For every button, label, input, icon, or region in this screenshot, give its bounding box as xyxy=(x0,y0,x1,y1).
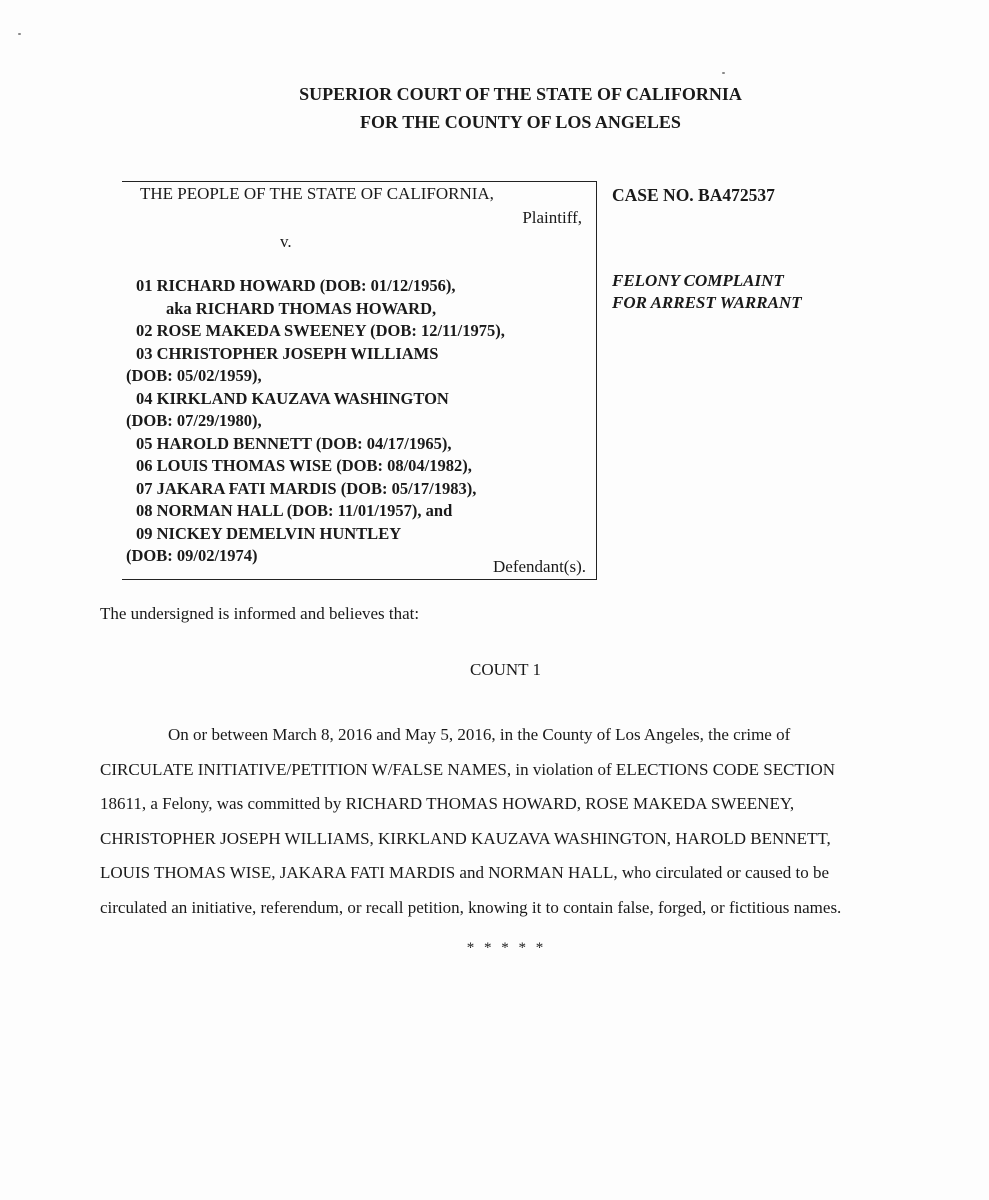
count-line: CHRISTOPHER JOSEPH WILLIAMS, KIRKLAND KAUZAVA WASHINGTON, HAROLD BENNETT, xyxy=(100,828,831,848)
defendant-line: 09 NICKEY DEMELVIN HUNTLEY xyxy=(136,523,402,543)
defendant-line: (DOB: 05/02/1959), xyxy=(126,366,262,385)
plaintiff-role: Plaintiff, xyxy=(522,208,582,227)
document-type-line: FELONY COMPLAINT xyxy=(612,271,784,290)
defendant-line: 03 CHRISTOPHER JOSEPH WILLIAMS xyxy=(136,343,439,363)
defendant-line: (DOB: 09/02/1974) xyxy=(126,546,258,565)
defendant-line: 07 JAKARA FATI MARDIS (DOB: 05/17/1983), xyxy=(136,478,477,498)
scan-speck xyxy=(18,33,21,35)
count-line: 18611, a Felony, was committed by RICHARD THOMAS HOWARD, ROSE MAKEDA SWEENEY, xyxy=(100,794,795,814)
plaintiff-name: THE PEOPLE OF THE STATE OF CALIFORNIA, xyxy=(140,184,494,203)
case-caption-box xyxy=(122,181,597,580)
scan-speck xyxy=(722,72,725,74)
versus-label: v. xyxy=(280,232,292,251)
defendant-list xyxy=(126,275,586,568)
defendant-line: 06 LOUIS THOMAS WISE (DOB: 08/04/1982), xyxy=(136,456,472,475)
defendant-line: (DOB: 07/29/1980), xyxy=(126,411,262,430)
defendant-line: 08 NORMAN HALL (DOB: 11/01/1957), and xyxy=(136,501,453,520)
section-end-mark xyxy=(0,940,989,957)
defendant-line: 01 RICHARD HOWARD (DOB: 01/12/1956), xyxy=(136,276,456,295)
defendant-line: 04 KIRKLAND KAUZAVA WASHINGTON xyxy=(136,388,449,408)
count-paragraph xyxy=(100,718,940,926)
count-line: circulated an initiative, referendum, or recall petition, knowing it to contain false, forged, or fictitious names. xyxy=(100,897,842,917)
document-type-line: FOR ARREST WARRANT xyxy=(612,293,802,312)
count-line: On or between March 8, 2016 and May 5, 2016, in the County of Los Angeles, the crime of xyxy=(168,725,791,744)
case-number: CASE NO. BA472537 xyxy=(612,185,775,205)
court-header xyxy=(0,80,989,136)
defendant-line: aka RICHARD THOMAS HOWARD, xyxy=(166,298,437,318)
defendant-line: 05 HAROLD BENNETT (DOB: 04/17/1965), xyxy=(136,433,452,453)
intro-statement: The undersigned is informed and believes that: xyxy=(100,604,420,623)
defendant-line: 02 ROSE MAKEDA SWEENEY (DOB: 12/11/1975), xyxy=(136,321,505,340)
count-title-text: COUNT 1 xyxy=(470,660,541,679)
defendant-role: Defendant(s). xyxy=(493,557,586,576)
end-mark-asterisks: * * * * * xyxy=(466,940,547,956)
court-name: SUPERIOR COURT OF THE STATE OF CALIFORNIA xyxy=(299,84,742,104)
court-county: FOR THE COUNTY OF LOS ANGELES xyxy=(360,112,681,132)
document-type xyxy=(612,270,802,314)
count-line: CIRCULATE INITIATIVE/PETITION W/FALSE NAMES, in violation of ELECTIONS CODE SECTION xyxy=(100,759,836,779)
count-line: LOUIS THOMAS WISE, JAKARA FATI MARDIS and NORMAN HALL, who circulated or caused to be xyxy=(100,863,830,883)
count-title xyxy=(0,660,989,680)
